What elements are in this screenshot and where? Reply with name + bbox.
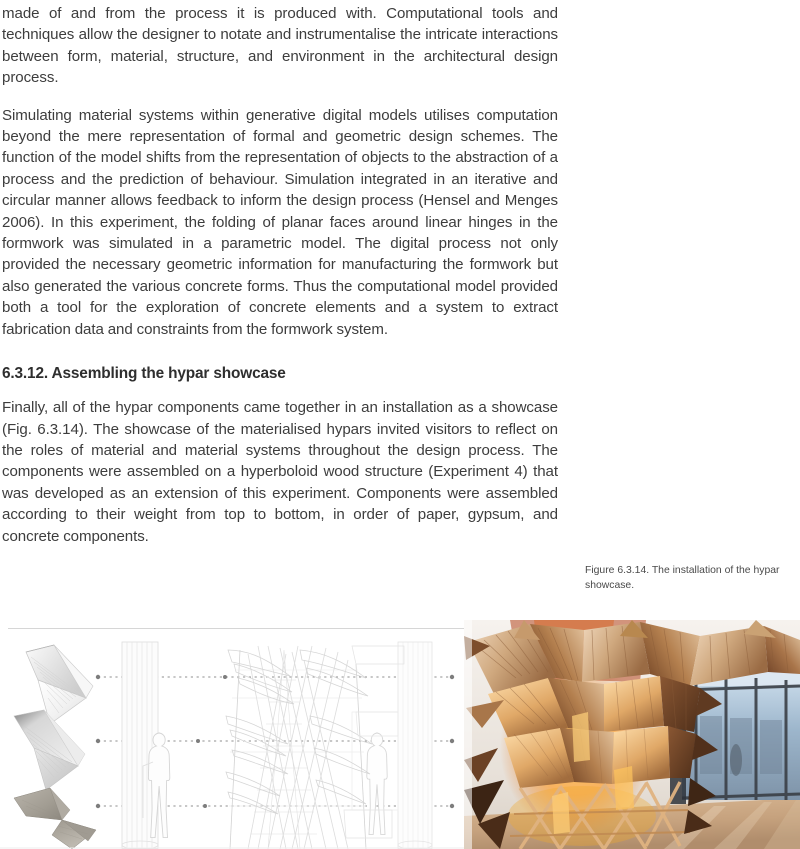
text-column bbox=[0, 0, 558, 563]
lattice-core bbox=[251, 650, 317, 849]
paragraph-assembling: Finally, all of the hypar components came together in an installation as a showcase (Fig. 6.3.14). The showcase of the materialised hypars invited visitors to reflect on the roles of material and material systems throughout the design process. The components were assembled on a hyperboloid wood structure (Experiment 4) that was developed as an extension of this experiment. Components were assembled according to their weight from top to bottom, in order of paper, gypsum, and concrete components. bbox=[2, 399, 558, 545]
figure-caption: Figure 6.3.14. The installation of the hypar showcase. bbox=[585, 565, 780, 591]
paragraph-simulating-material-systems: Simulating material systems within generative digital models utilises computation beyond the mere representation of formal and geometric design schemes. The function of the model shifts from the representation of objects to the abstraction of a process and the prediction of behaviour. Simulation integrated in an iterative and circular manner allows feedback to inform the design process (Hensel and Menges 2006). In this experiment, the folding of planar faces around linear hinges in the formwork was simulated in a parametric model. The digital process not only provided the necessary geometric information for manufacturing the formwork but also generated the various concrete forms. Thus the computational model provided both a tool for the exploration of concrete elements and a system to extract fabrication data and constraints from the formwork system. bbox=[2, 106, 558, 338]
column-drawing-right bbox=[398, 642, 432, 849]
paragraph-continued: made of and from the process it is produced with. Computational tools and techniques allow the designer to notate and instrumentalise the intricate interactions between form, material, structure, and environment in the architectural design process. bbox=[2, 5, 558, 87]
sample-gypsum-hypar bbox=[14, 710, 85, 790]
scale-figure-right bbox=[367, 733, 387, 835]
installation-photograph bbox=[464, 620, 800, 849]
photo-left-fade bbox=[464, 620, 472, 849]
section-heading: 6.3.12. Assembling the hypar showcase bbox=[2, 365, 286, 383]
installation-section-diagram bbox=[0, 620, 470, 849]
sample-concrete-hypar bbox=[14, 788, 96, 849]
figure-block bbox=[0, 620, 800, 849]
